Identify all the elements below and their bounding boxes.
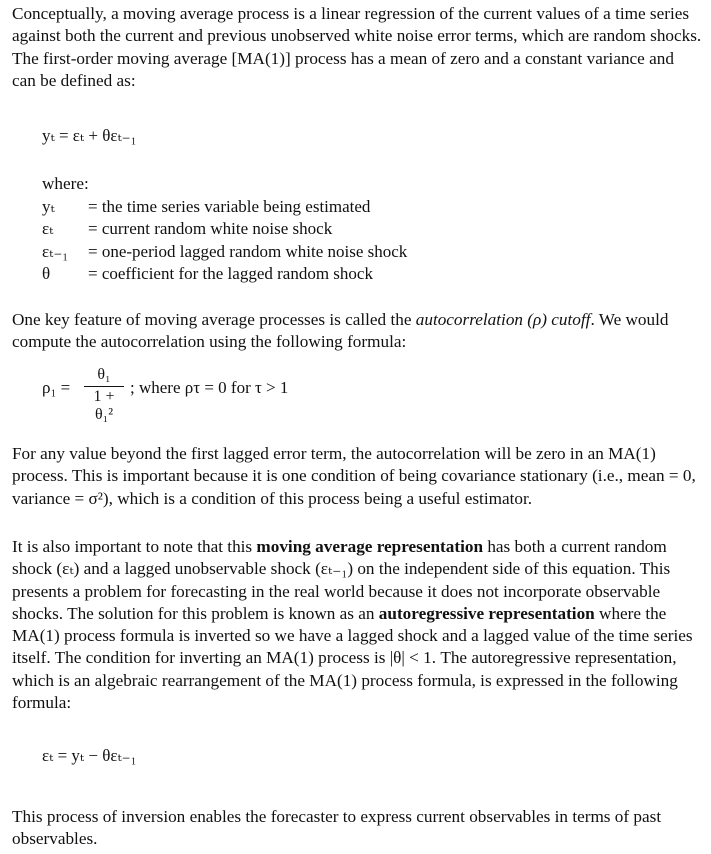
paragraph-intro: Conceptually, a moving average process is a linear regression of the current values of a time series against both the current and previous unobserved white noise error terms, which are random shocks. The first-order moving average [MA(1)] process has a mean of zero and a constant variance and can be defined as: bbox=[12, 4, 702, 90]
text-run: . We would compute the autocorrelation using the following formula: bbox=[12, 310, 669, 352]
definition-symbol: εₜ₋₁ bbox=[42, 241, 69, 261]
paragraph-inversion: This process of inversion enables the forecaster to express current observables in terms of past observables. bbox=[12, 807, 662, 849]
text-run: has both a current random shock (εₜ) and a lagged unobservable shock (εₜ₋₁) on the independent side of this equation. This presents a problem for forecasting in the real world because it does not incorporate observable shocks. The solution for this problem is known as an bbox=[12, 537, 671, 623]
term-autoregressive-representation: autoregressive representation bbox=[378, 603, 595, 623]
definition-text: = current random white noise shock bbox=[88, 219, 333, 239]
equation-inverted: εₜ = yₜ − θεₜ₋₁ bbox=[42, 746, 137, 765]
fraction-numerator: θ₁ bbox=[97, 366, 111, 383]
paragraph-representation bbox=[12, 536, 702, 714]
definition-text: = one-period lagged random white noise shock bbox=[88, 241, 408, 261]
text-run: It is also important to note that this bbox=[12, 537, 257, 556]
definition-text: = coefficient for the lagged random shock bbox=[88, 264, 373, 284]
fraction-denominator: 1 + θ₁² bbox=[93, 388, 115, 423]
where-label: where: bbox=[42, 174, 89, 193]
paragraph-cutoff-explanation: For any value beyond the first lagged error term, the autocorrelation will be zero in an MA(1) process. This is important because it is one condition of being covariance stationary (i.e., mean = 0, variance = σ²), which is a condition of this process being a useful estimator. bbox=[12, 444, 696, 508]
paragraph-autocorrelation bbox=[12, 309, 702, 354]
text-run: One key feature of moving average processes is called the bbox=[12, 310, 416, 329]
definition-text: = the time series variable being estimated bbox=[88, 197, 371, 216]
fraction bbox=[83, 366, 125, 423]
emphasis-autocorrelation-cutoff: autocorrelation (ρ) cutoff bbox=[415, 310, 591, 329]
text-run: where the MA(1) process formula is inverted so we have a lagged shock and a lagged value of the time series itself. The condition for inverting an MA(1) process is |θ| < 1. The autoregressive representation, which is an algebraic rearrangement of the MA(1) process formula, is expressed in the following formula: bbox=[12, 603, 693, 713]
definition-symbol: εₜ bbox=[42, 219, 54, 239]
definition-symbol: yₜ bbox=[42, 197, 55, 216]
equation-rho-condition: ; where ρτ = 0 for τ > 1 bbox=[130, 378, 289, 397]
definition-symbol: θ bbox=[42, 264, 51, 284]
equation-ma1: yₜ = εₜ + θεₜ₋₁ bbox=[42, 126, 137, 145]
term-moving-average-representation: moving average representation bbox=[256, 537, 484, 556]
equation-rho-lhs: ρ₁ = bbox=[42, 378, 71, 397]
